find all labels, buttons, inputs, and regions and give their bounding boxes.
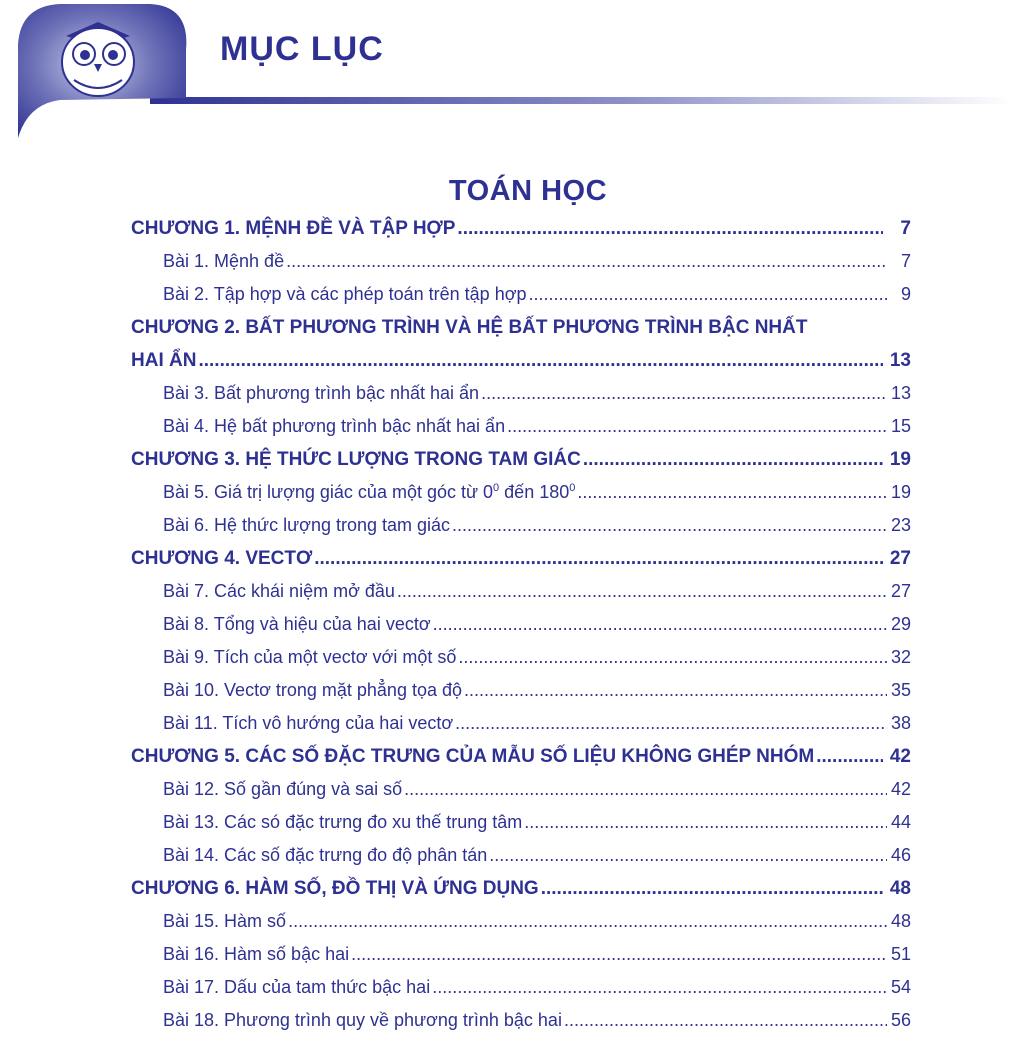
- lesson-title: Bài 10. Vectơ trong mặt phẳng tọa độ: [163, 680, 463, 700]
- page-number: 19: [889, 449, 911, 470]
- dot-leader: [288, 905, 887, 938]
- page-number: 7: [900, 251, 911, 271]
- chapter-title: CHƯƠNG 1. MỆNH ĐỀ VÀ TẬP HỢP: [131, 218, 456, 239]
- chapter-title: CHƯƠNG 5. CÁC SỐ ĐẶC TRƯNG CỦA MẪU SỐ LIỆU KHÔNG GHÉP NHÓM: [131, 746, 815, 767]
- toc-lesson-2[interactable]: [131, 278, 911, 311]
- page-header: [0, 0, 1024, 140]
- lesson-title: Bài 2. Tập hợp và các phép toán trên tập hợp: [163, 284, 527, 304]
- dot-leader: [286, 245, 887, 278]
- toc-chapter-2[interactable]: [131, 344, 911, 377]
- dot-leader: [433, 608, 887, 641]
- dot-leader: [481, 377, 887, 410]
- subject-title: TOÁN HỌC: [448, 175, 608, 207]
- page-title: MỤC LỤC: [220, 30, 384, 68]
- dot-leader: [529, 278, 887, 311]
- page-number: 27: [889, 548, 911, 569]
- lesson-title: Bài 12. Số gần đúng và sai số: [163, 779, 403, 799]
- page-number: 27: [890, 581, 911, 601]
- toc-lesson-13[interactable]: [131, 806, 911, 839]
- dot-leader: [507, 410, 887, 443]
- page-number: 13: [889, 350, 911, 371]
- dot-leader: [458, 641, 887, 674]
- toc-chapter-2-title-line[interactable]: CHƯƠNG 2. BẤT PHƯƠNG TRÌNH VÀ HỆ BẤT PHƯƠNG TRÌNH BẬC NHẤT: [131, 317, 808, 338]
- page-number: 38: [890, 713, 911, 733]
- dot-leader: [432, 971, 887, 1004]
- lesson-title: Bài 14. Các số đặc trưng đo độ phân tán: [163, 845, 488, 865]
- dot-leader: [452, 509, 887, 542]
- toc-chapter-4[interactable]: [131, 542, 911, 575]
- toc-lesson-18[interactable]: [131, 1004, 911, 1037]
- page-number: 51: [890, 944, 911, 964]
- dot-leader: [397, 575, 887, 608]
- page-number: 35: [890, 680, 911, 700]
- toc-chapter-3[interactable]: [131, 443, 911, 476]
- dot-leader: [464, 674, 887, 707]
- chapter-title: HAI ẨN: [131, 350, 197, 371]
- toc-chapter-6[interactable]: [131, 872, 911, 905]
- toc-lesson-17[interactable]: [131, 971, 911, 1004]
- toc-lesson-11[interactable]: [131, 707, 911, 740]
- toc-lesson-8[interactable]: [131, 608, 911, 641]
- lesson-title: Bài 13. Các só đặc trưng đo xu thế trung tâm: [163, 812, 523, 832]
- lesson-title: Bài 1. Mệnh đề: [163, 251, 285, 271]
- page-number: 48: [890, 911, 911, 931]
- owl-mascot-icon: [62, 22, 134, 96]
- chapter-title: CHƯƠNG 3. HỆ THỨC LƯỢNG TRONG TAM GIÁC: [131, 449, 581, 470]
- page-number: 9: [900, 284, 911, 304]
- page-number: 23: [890, 515, 911, 535]
- page-number: 48: [889, 878, 911, 899]
- lesson-title: Bài 4. Hệ bất phương trình bậc nhất hai ẩn: [163, 416, 506, 436]
- toc-lesson-6[interactable]: [131, 509, 911, 542]
- page-number: 56: [890, 1010, 911, 1030]
- dot-leader: [524, 806, 887, 839]
- toc-lesson-9[interactable]: [131, 641, 911, 674]
- lesson-title: Bài 11. Tích vô hướng của hai vectơ: [163, 713, 454, 733]
- toc-lesson-7[interactable]: [131, 575, 911, 608]
- dot-leader: [457, 212, 883, 245]
- page-number: 29: [890, 614, 911, 634]
- dot-leader: [455, 707, 887, 740]
- page-number: 42: [890, 779, 911, 799]
- chapter-title: CHƯƠNG 4. VECTƠ: [131, 548, 313, 569]
- toc-lesson-5[interactable]: [131, 476, 911, 509]
- dot-leader: [816, 740, 883, 773]
- toc-lesson-16[interactable]: [131, 938, 911, 971]
- page-number: 42: [889, 746, 911, 767]
- lesson-title: Bài 5. Giá trị lượng giác của một góc từ $0^0$ đến $180^0$: [163, 482, 576, 502]
- lesson-title: Bài 18. Phương trình quy về phương trình bậc hai: [163, 1010, 562, 1030]
- dot-leader: [489, 839, 887, 872]
- header-banner: [0, 0, 1024, 140]
- page-number: 19: [890, 482, 911, 502]
- toc-chapter-1[interactable]: [131, 212, 911, 245]
- toc-chapter-5[interactable]: [131, 740, 911, 773]
- page-number: 15: [890, 416, 911, 436]
- dot-leader: [198, 344, 883, 377]
- toc-lesson-10[interactable]: [131, 674, 911, 707]
- lesson-title: Bài 7. Các khái niệm mở đầu: [163, 581, 395, 601]
- dot-leader: [541, 872, 883, 905]
- dot-leader: [351, 938, 887, 971]
- toc-lesson-12[interactable]: [131, 773, 911, 806]
- dot-leader: [577, 476, 887, 509]
- dot-leader: [314, 542, 883, 575]
- toc-lesson-14[interactable]: [131, 839, 911, 872]
- lesson-title: Bài 17. Dấu của tam thức bậc hai: [163, 977, 431, 997]
- lesson-title: Bài 3. Bất phương trình bậc nhất hai ẩn: [163, 383, 480, 403]
- page-number: 7: [900, 218, 911, 239]
- toc-lesson-15[interactable]: [131, 905, 911, 938]
- dot-leader: [583, 443, 883, 476]
- table-of-contents: [131, 212, 911, 1037]
- lesson-title: Bài 8. Tổng và hiệu của hai vectơ: [163, 614, 431, 634]
- lesson-title: Bài 15. Hàm số: [163, 911, 287, 931]
- page-number: 13: [890, 383, 911, 403]
- lesson-title: Bài 16. Hàm số bậc hai: [163, 944, 350, 964]
- dot-leader: [404, 773, 887, 806]
- lesson-title: Bài 6. Hệ thức lượng trong tam giác: [163, 515, 451, 535]
- page-number: 46: [890, 845, 911, 865]
- page-number: 54: [890, 977, 911, 997]
- toc-lesson-3[interactable]: [131, 377, 911, 410]
- dot-leader: [564, 1004, 887, 1037]
- toc-lesson-4[interactable]: [131, 410, 911, 443]
- page-number: 44: [890, 812, 911, 832]
- chapter-title: CHƯƠNG 6. HÀM SỐ, ĐỒ THỊ VÀ ỨNG DỤNG: [131, 878, 539, 899]
- page-number: 32: [890, 647, 911, 667]
- toc-lesson-1[interactable]: [131, 245, 911, 278]
- lesson-title: Bài 9. Tích của một vectơ với một số: [163, 647, 457, 667]
